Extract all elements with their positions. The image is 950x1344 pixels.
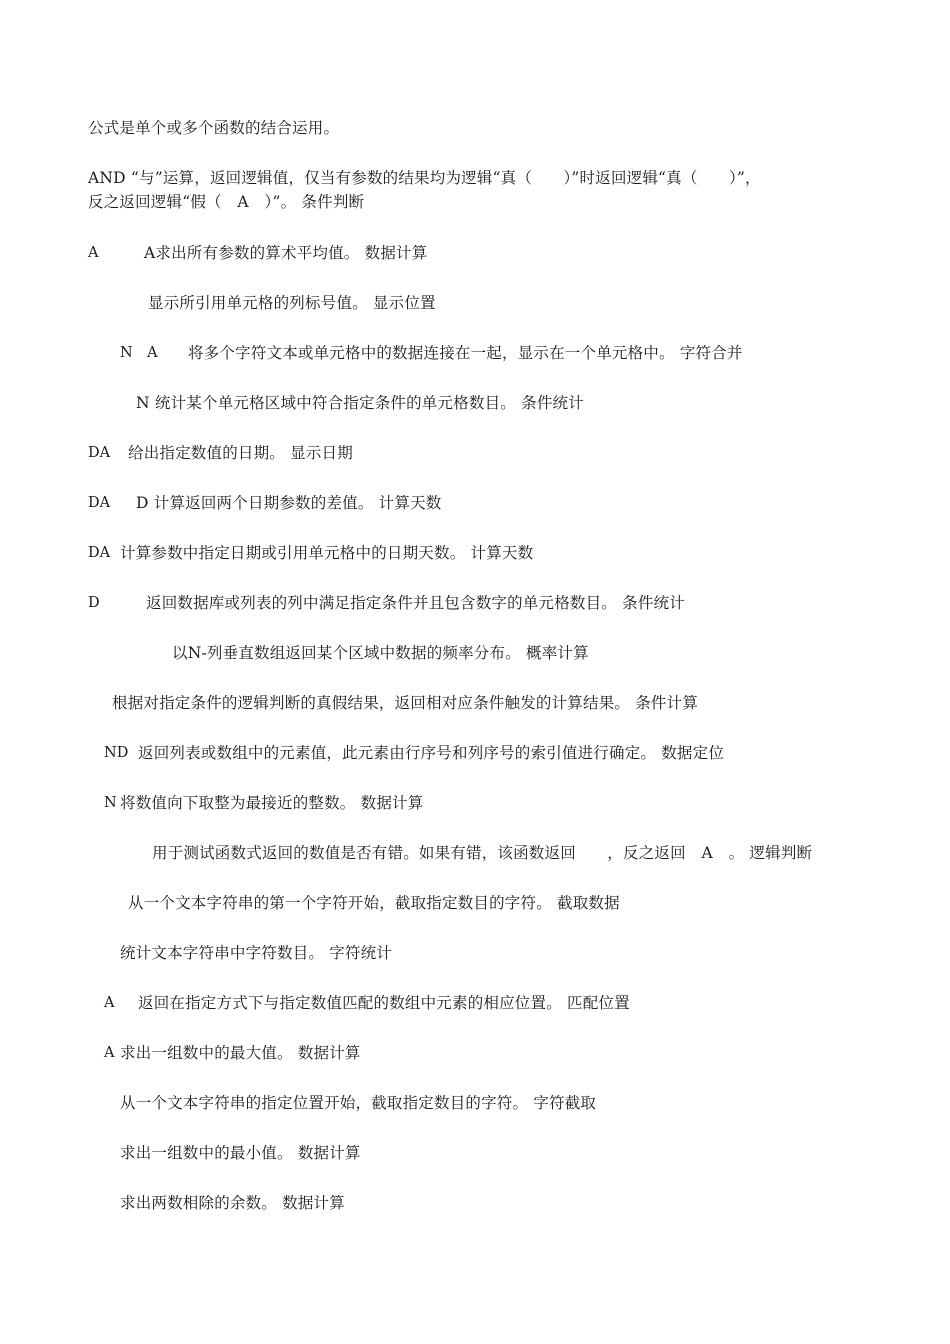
entry-text: 将数值向下取整为最接近的整数。 数据计算 xyxy=(120,794,424,812)
entry-code: A xyxy=(104,1045,115,1061)
entry-code: DA xyxy=(88,445,111,461)
entry-text: 统计文本字符串中字符数目。 字符统计 xyxy=(120,944,393,962)
entry-text: 从一个文本字符串的第一个字符开始，截取指定数目的字符。 截取数据 xyxy=(128,894,620,912)
entry-text: 返回数据库或列表的列中满足指定条件并且包含数字的单元格数目。 条件统计 xyxy=(146,594,685,612)
entry-code: N xyxy=(104,795,117,811)
entry-text: 将多个字符文本或单元格中的数据连接在一起，显示在一个单元格中。 字符合并 xyxy=(188,344,743,362)
entry-code: N A xyxy=(120,345,158,361)
entry-code: D xyxy=(88,595,100,611)
entry-text: 返回列表或数组中的元素值，此元素由行序号和列序号的索引值进行确定。 数据定位 xyxy=(138,744,725,762)
entry-text: 从一个文本字符串的指定位置开始，截取指定数目的字符。 字符截取 xyxy=(120,1094,597,1112)
entry-text: 以N-列垂直数组返回某个区域中数据的频率分布。 概率计算 xyxy=(172,644,589,662)
entry-text: 返回在指定方式下与指定数值匹配的数组中元素的相应位置。 匹配位置 xyxy=(138,994,630,1012)
entry-code: A xyxy=(88,245,99,261)
and-description-line-2: 反之返回逻辑“假（ A ）”。 条件判断 xyxy=(88,193,365,211)
entry-text: A求出所有参数的算术平均值。 数据计算 xyxy=(144,244,428,262)
entry-text: 根据对指定条件的逻辑判断的真假结果，返回相对应条件触发的计算结果。 条件计算 xyxy=(112,694,699,712)
entry-text: 求出一组数中的最小值。 数据计算 xyxy=(120,1144,361,1162)
entry-text: 求出两数相除的余数。 数据计算 xyxy=(120,1194,345,1212)
entry-code: DA xyxy=(88,495,111,511)
entry-text: 用于测试函数式返回的数值是否有错。如果有错，该函数返回 ，反之返回 A 。 逻辑判断 xyxy=(152,844,813,862)
entry-code: A xyxy=(104,995,115,1011)
entry-text: D 计算返回两个日期参数的差值。 计算天数 xyxy=(136,494,442,512)
entry-text: 显示所引用单元格的列标号值。 显示位置 xyxy=(148,294,436,312)
entry-code: DA xyxy=(88,545,111,561)
entry-code: ND xyxy=(104,745,129,761)
entry-text: 给出指定数值的日期。 显示日期 xyxy=(128,444,353,462)
and-description-line-1: AND “与”运算，返回逻辑值，仅当有参数的结果均为逻辑“真（ ）”时返回逻辑“真（ ）”， xyxy=(88,169,761,187)
entry-text: 求出一组数中的最大值。 数据计算 xyxy=(120,1044,361,1062)
intro-text: 公式是单个或多个函数的结合运用。 xyxy=(88,119,340,137)
entry-text: 计算参数中指定日期或引用单元格中的日期天数。 计算天数 xyxy=(120,544,534,562)
entry-text: N 统计某个单元格区域中符合指定条件的单元格数目。 条件统计 xyxy=(136,394,584,412)
